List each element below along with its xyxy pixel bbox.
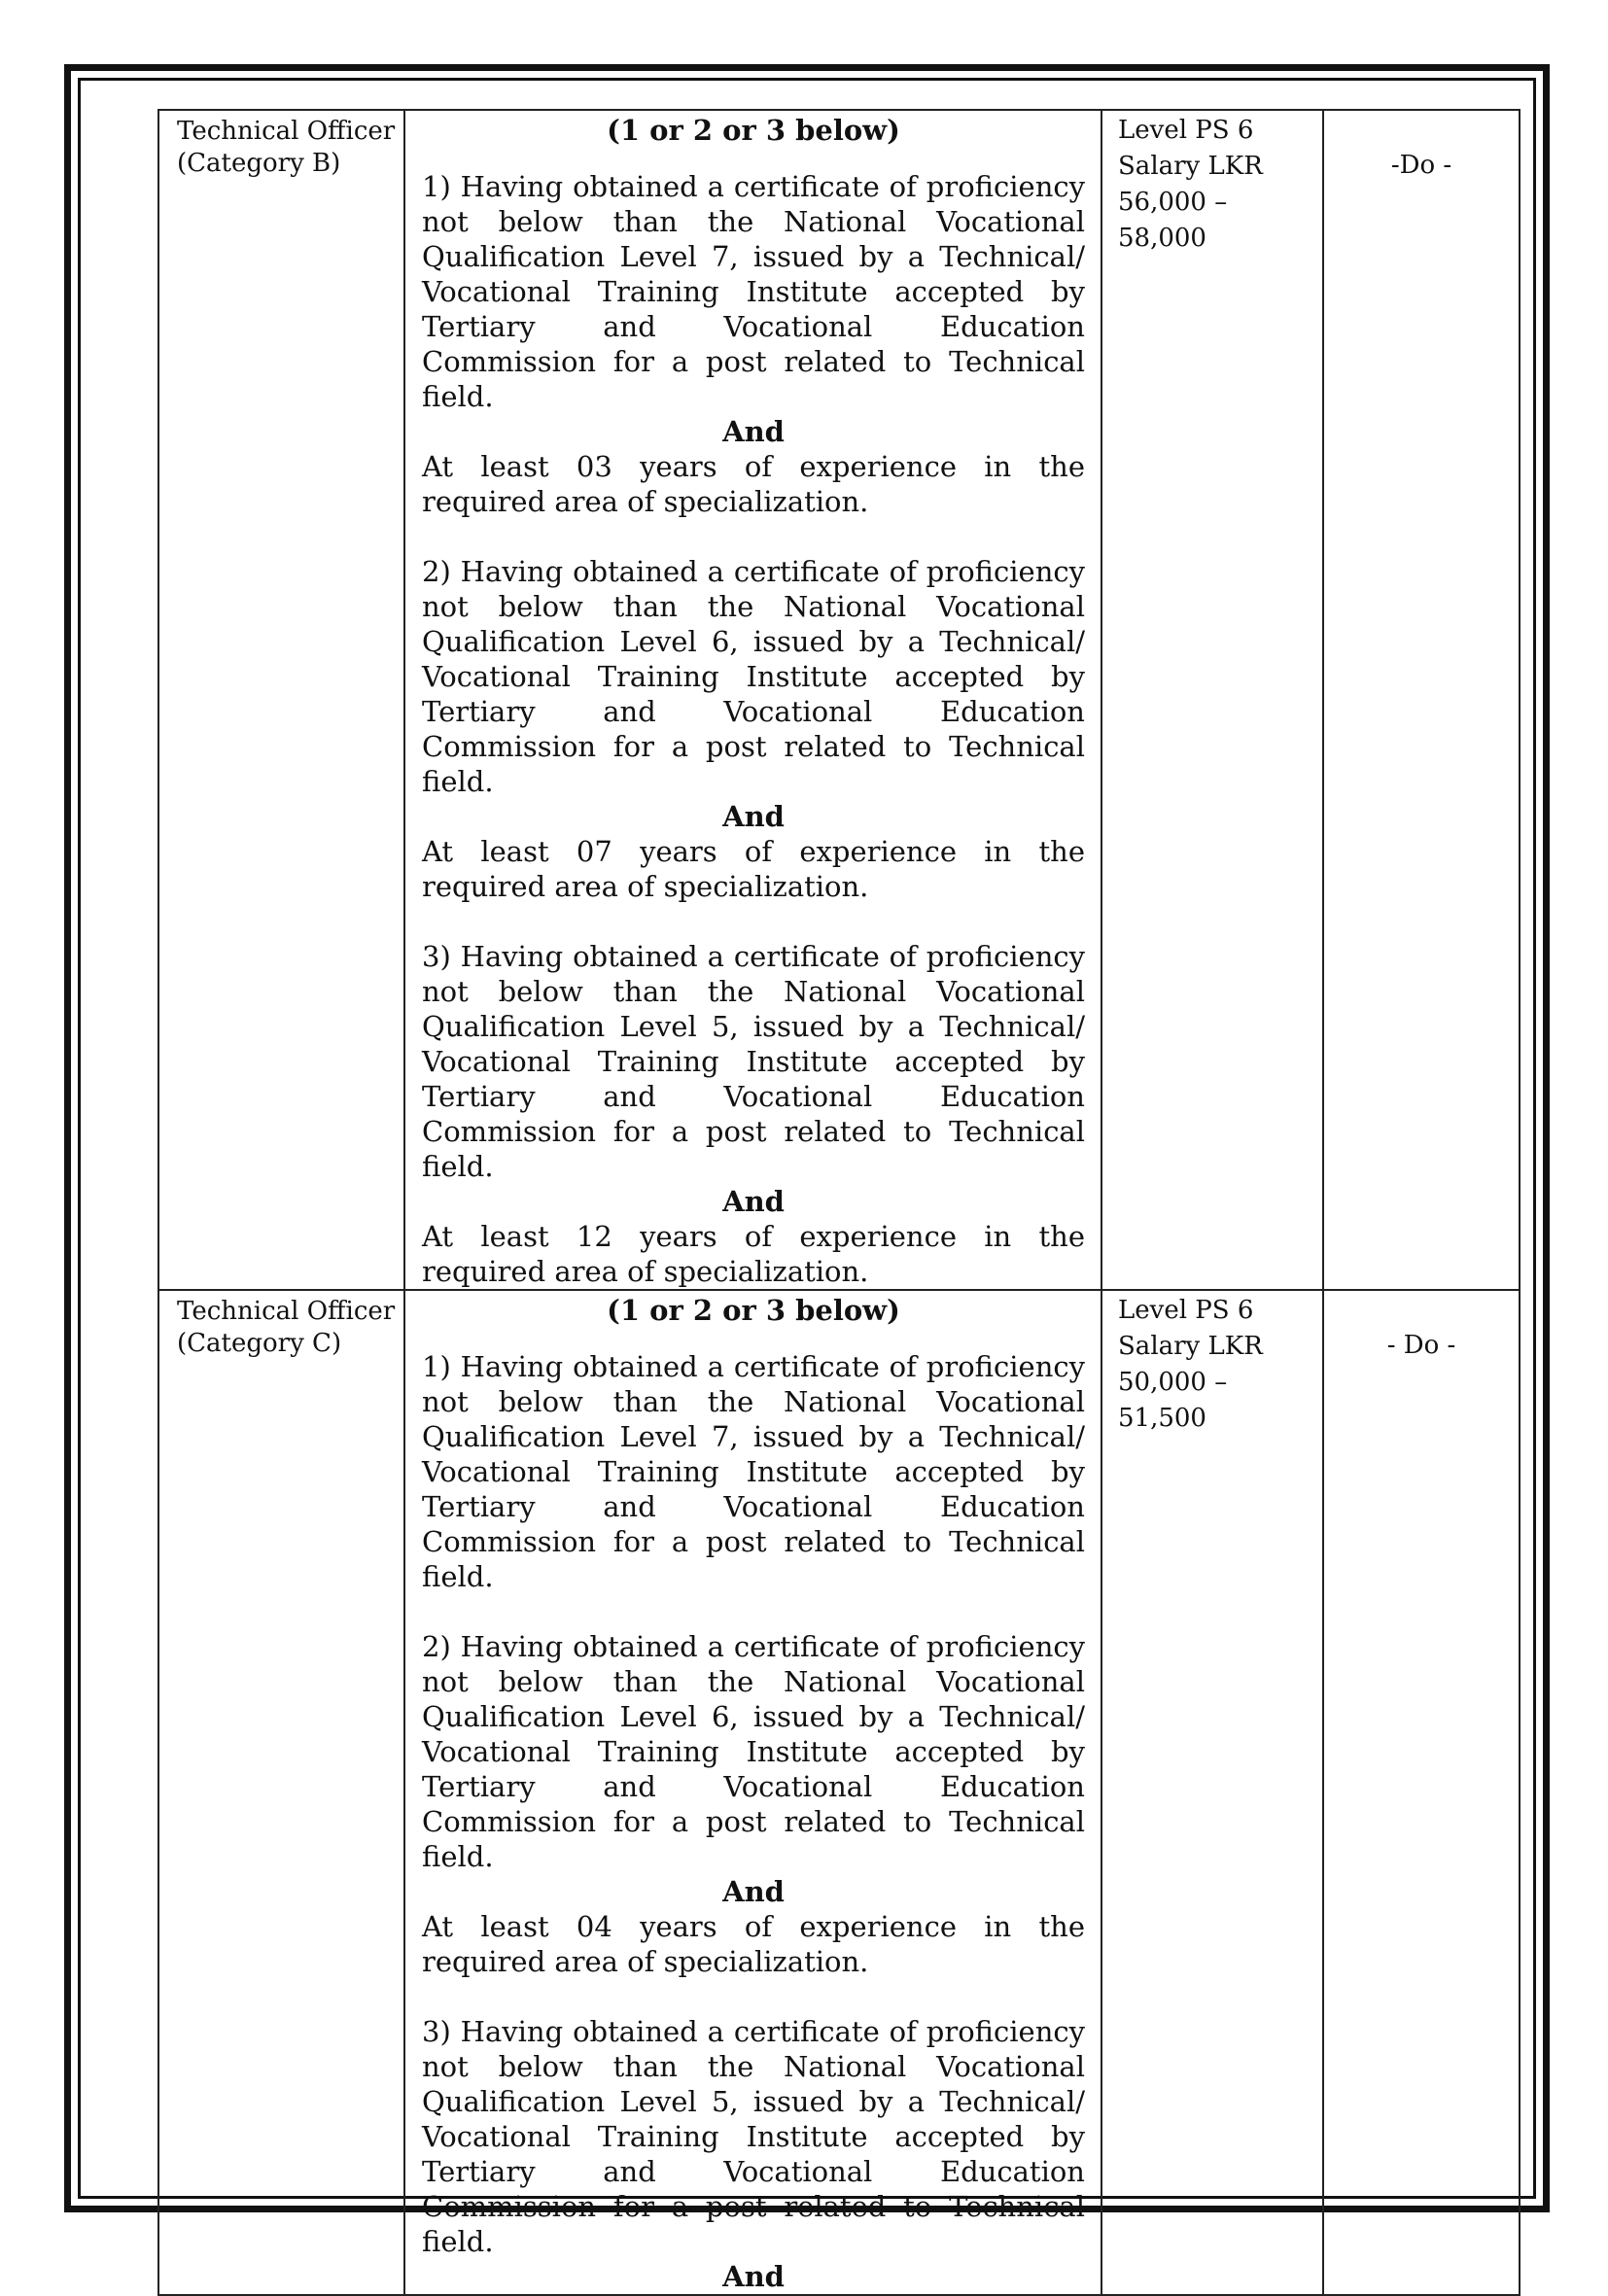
and-connector: And	[722, 1185, 785, 1218]
salary-level: Level PS 6	[1118, 116, 1254, 145]
ditto-remark: -Do -	[1390, 151, 1452, 180]
and-connector: And	[722, 1875, 785, 1908]
salary-label: Salary LKR	[1118, 152, 1263, 181]
salary-range: 56,000 – 58,000	[1118, 188, 1228, 253]
and-connector: And	[722, 800, 785, 833]
qualification-option-2: 2) Having obtained a certificate of proficiency not below than the National Vocational Qualification Level 6, issued by a Technical/ Vocational Training Institute accepted by Tertiary and Vocational Education Commission for a post related to Technical field.	[422, 555, 1085, 798]
post-category: (Category C)	[177, 1329, 342, 1358]
table-row	[158, 110, 1520, 1290]
ditto-remark: - Do -	[1386, 1331, 1456, 1360]
salary-level: Level PS 6	[1118, 1296, 1254, 1325]
post-category: (Category B)	[177, 149, 341, 178]
qualification-option-3: 3) Having obtained a certificate of proficiency not below than the National Vocational Qualification Level 5, issued by a Technical/ Vocational Training Institute accepted by Tertiary and Vocational Education Commission for a post related to Technical field.	[422, 940, 1085, 1183]
and-connector: And	[722, 415, 785, 448]
experience-requirement-2: At least 04 years of experience in the required area of specialization.	[422, 1910, 1085, 1978]
requirements-cell	[404, 110, 1101, 1290]
requirements-cell	[404, 1290, 1101, 2295]
salary-range: 50,000 – 51,500	[1118, 1368, 1228, 1433]
table-row	[158, 1290, 1520, 2295]
qualification-option-1: 1) Having obtained a certificate of proficiency not below than the National Vocational Qualification Level 7, issued by a Technical/ Vocational Training Institute accepted by Tertiary and Vocational Education Commission for a post related to Technical field.	[422, 1350, 1085, 1593]
post-cell	[158, 110, 404, 1290]
post-cell	[158, 1290, 404, 2295]
experience-requirement-3: At least 12 years of experience in the required area of specialization.	[422, 1220, 1085, 1288]
qualification-option-1: 1) Having obtained a certificate of proficiency not below than the National Vocational Qualification Level 7, issued by a Technical/ Vocational Training Institute accepted by Tertiary and Vocational Education Commission for a post related to Technical field.	[422, 170, 1085, 413]
requirements-heading: (1 or 2 or 3 below)	[607, 1294, 900, 1327]
salary-cell	[1101, 1290, 1323, 2295]
requirements-heading: (1 or 2 or 3 below)	[607, 114, 900, 147]
qualification-option-3: 3) Having obtained a certificate of proficiency not below than the National Vocational Qualification Level 5, issued by a Technical/ Vocational Training Institute accepted by Tertiary and Vocational Education Commission for a post related to Technical field.	[422, 2015, 1085, 2258]
post-title: Technical Officer	[177, 117, 396, 146]
remarks-cell	[1323, 110, 1520, 1290]
remarks-cell	[1323, 1290, 1520, 2295]
salary-label: Salary LKR	[1118, 1332, 1263, 1361]
salary-cell	[1101, 110, 1323, 1290]
qualification-option-2: 2) Having obtained a certificate of proficiency not below than the National Vocational Qualification Level 6, issued by a Technical/ Vocational Training Institute accepted by Tertiary and Vocational Education Commission for a post related to Technical field.	[422, 1630, 1085, 1873]
post-title: Technical Officer	[177, 1297, 396, 1326]
qualifications-table	[157, 109, 1521, 2296]
experience-requirement-1: At least 03 years of experience in the required area of specialization.	[422, 450, 1085, 518]
and-connector: And	[722, 2260, 785, 2293]
experience-requirement-2: At least 07 years of experience in the required area of specialization.	[422, 835, 1085, 903]
